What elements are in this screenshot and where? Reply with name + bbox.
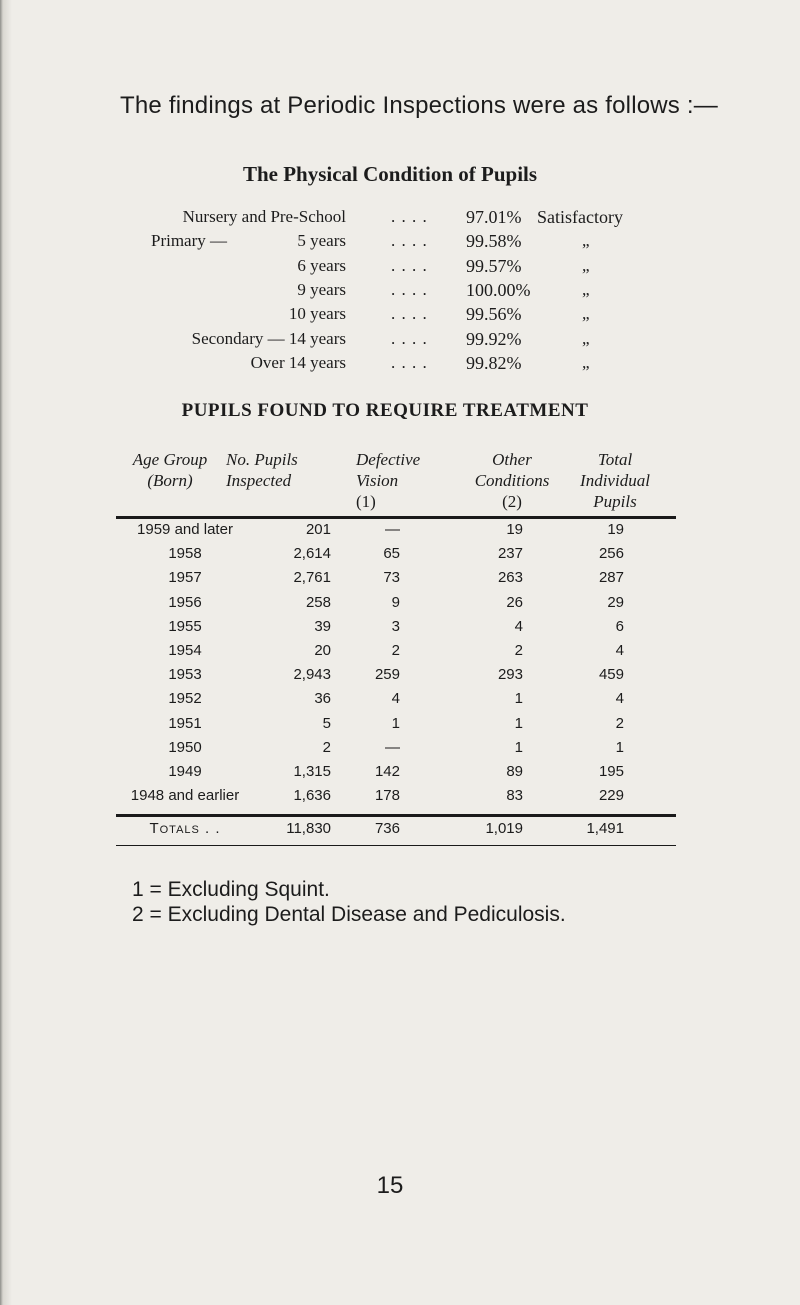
header-other-line1: Other <box>492 450 532 469</box>
header-inspected <box>226 449 354 491</box>
header-inspected-line2: Inspected <box>226 471 292 490</box>
row-total: 4 <box>615 690 624 708</box>
row-inspected: 39 <box>314 617 331 635</box>
row-age-group: 1951 <box>168 714 202 732</box>
dot-leader: . . . . <box>391 207 428 226</box>
intro-text: The findings at Periodic Inspections were as follows :— <box>120 92 718 119</box>
row-other-conditions: 1 <box>514 738 523 756</box>
table-row <box>0 763 800 787</box>
header-other-conditions <box>462 449 562 512</box>
ditto-mark: „ <box>582 328 590 348</box>
table-row <box>0 690 800 714</box>
row-other-conditions: 237 <box>497 545 523 563</box>
condition-label: 10 years <box>288 304 346 324</box>
condition-percent: 99.58% <box>466 231 522 252</box>
row-defective-vision: 1 <box>391 714 400 732</box>
table-top-rule <box>116 516 676 519</box>
ditto-mark: „ <box>582 255 590 275</box>
condition-category: Primary — <box>151 231 228 251</box>
table-row <box>0 594 800 618</box>
row-other-conditions: 26 <box>506 593 523 611</box>
row-total: 2 <box>615 714 624 732</box>
row-total: 19 <box>607 521 624 538</box>
row-other-conditions: 1 <box>514 690 523 708</box>
row-inspected: 36 <box>314 690 331 708</box>
table-row <box>0 545 800 569</box>
row-age-group: 1955 <box>168 617 202 635</box>
row-inspected: 20 <box>314 642 331 659</box>
dot-leader: . . . . <box>391 304 428 324</box>
header-total-line2: Individual <box>580 471 650 490</box>
table-row <box>0 521 800 545</box>
row-total: 256 <box>598 545 624 563</box>
table-row <box>0 715 800 739</box>
ditto-mark: „ <box>582 279 590 299</box>
table-row <box>0 739 800 763</box>
condition-percent: 99.57% <box>466 255 522 276</box>
condition-row <box>0 280 800 304</box>
condition-label: Secondary — 14 years <box>191 328 346 348</box>
row-age-group: 1957 <box>168 569 202 587</box>
row-other-conditions: 1 <box>514 714 523 732</box>
totals-inspected: 11,830 <box>286 820 331 837</box>
condition-percent: 99.56% <box>466 304 522 325</box>
row-defective-vision: 4 <box>391 690 400 708</box>
condition-row <box>0 353 800 377</box>
condition-label: Over 14 years <box>250 352 346 372</box>
treatment-title: PUPILS FOUND TO REQUIRE TREATMENT <box>181 400 589 421</box>
ditto-mark: „ <box>582 231 590 251</box>
condition-label: Nursery and Pre-School <box>182 207 346 226</box>
dot-leader: . . . . <box>391 255 428 275</box>
dot-leader: . . . . <box>391 279 428 299</box>
condition-percent: 99.82% <box>466 352 522 373</box>
row-age-group: 1956 <box>168 593 202 611</box>
ditto-mark: „ <box>582 352 590 372</box>
header-total-individual <box>560 449 670 512</box>
row-defective-vision: 9 <box>391 593 400 611</box>
row-inspected: 2,943 <box>293 666 331 684</box>
row-defective-vision: 65 <box>383 545 400 563</box>
header-defective-line1: Defective <box>356 450 421 469</box>
header-other-line2: Conditions <box>474 471 550 490</box>
row-age-group: 1952 <box>168 690 202 708</box>
row-other-conditions: 4 <box>514 617 523 635</box>
table-row <box>0 618 800 642</box>
table-totals-rule <box>116 814 676 817</box>
header-other-footnote: (2) <box>502 492 522 511</box>
condition-row <box>0 256 800 280</box>
dot-leader: . . . . <box>391 231 428 251</box>
row-inspected: 5 <box>322 714 331 732</box>
row-defective-vision: — <box>385 521 400 538</box>
table-row <box>0 666 800 690</box>
header-defective-line2: Vision <box>356 471 399 490</box>
row-total: 459 <box>598 666 624 684</box>
row-total: 287 <box>598 569 624 587</box>
row-other-conditions: 2 <box>514 642 523 659</box>
row-defective-vision: 3 <box>391 617 400 635</box>
row-age-group: 1950 <box>168 738 202 756</box>
row-age-group: 1954 <box>168 642 202 659</box>
totals-defective: 736 <box>374 820 400 837</box>
condition-row <box>0 329 800 353</box>
row-age-group: 1958 <box>168 545 202 563</box>
row-defective-vision: — <box>385 738 400 756</box>
condition-label: 6 years <box>297 255 346 275</box>
row-inspected: 2,614 <box>293 545 331 563</box>
header-age-line1: Age Group <box>132 450 208 469</box>
table-row <box>0 642 800 666</box>
header-total-line3: Pupils <box>593 492 637 511</box>
row-other-conditions: 293 <box>497 666 523 684</box>
row-inspected: 1,636 <box>293 787 331 805</box>
condition-label: 5 years <box>297 231 346 251</box>
row-total: 4 <box>615 642 624 659</box>
table-row <box>0 787 800 811</box>
header-defective-vision <box>356 449 466 512</box>
row-inspected: 2 <box>322 738 331 756</box>
condition-percent: 99.92% <box>466 328 522 349</box>
row-age-group: 1959 and later <box>137 521 233 538</box>
row-defective-vision: 259 <box>374 666 400 684</box>
footnote-2: 2 = Excluding Dental Disease and Pediculosis. <box>132 903 566 926</box>
header-age-line2: (Born) <box>147 471 193 490</box>
condition-row <box>0 231 800 255</box>
row-total: 29 <box>607 593 624 611</box>
row-other-conditions: 83 <box>506 787 523 805</box>
table-row <box>0 569 800 593</box>
header-defective-footnote: (1) <box>356 492 376 511</box>
row-defective-vision: 178 <box>374 787 400 805</box>
row-other-conditions: 89 <box>506 763 523 780</box>
header-inspected-line1: No. Pupils <box>226 450 298 469</box>
row-other-conditions: 263 <box>497 569 523 587</box>
footnote-1: 1 = Excluding Squint. <box>132 878 330 901</box>
row-inspected: 201 <box>305 521 331 538</box>
condition-label: 9 years <box>297 279 346 299</box>
header-total-line1: Total <box>597 450 633 469</box>
row-inspected: 258 <box>305 593 331 611</box>
row-other-conditions: 19 <box>506 521 523 538</box>
ditto-mark: „ <box>582 304 590 324</box>
condition-percent: 100.00% <box>466 279 531 300</box>
totals-label: Totals . . <box>149 820 221 837</box>
dot-leader: . . . . <box>391 352 428 372</box>
totals-row <box>0 820 800 844</box>
page-number: 15 <box>376 1172 404 1199</box>
dot-leader: . . . . <box>391 328 428 348</box>
row-defective-vision: 142 <box>374 763 400 780</box>
row-total: 195 <box>598 763 624 780</box>
row-inspected: 1,315 <box>293 763 331 780</box>
condition-percent: 97.01% <box>466 207 522 227</box>
row-age-group: 1948 and earlier <box>130 787 240 805</box>
row-total: 229 <box>598 787 624 805</box>
condition-row <box>0 207 800 231</box>
condition-status: Satisfactory <box>537 207 623 227</box>
row-age-group: 1949 <box>168 763 202 780</box>
row-defective-vision: 2 <box>391 642 400 659</box>
totals-other: 1,019 <box>485 820 523 837</box>
row-total: 1 <box>615 738 624 756</box>
row-total: 6 <box>615 617 624 635</box>
totals-total: 1,491 <box>586 820 624 837</box>
physical-condition-title: The Physical Condition of Pupils <box>242 162 538 186</box>
table-bottom-rule <box>116 845 676 846</box>
row-inspected: 2,761 <box>293 569 331 587</box>
row-defective-vision: 73 <box>383 569 400 587</box>
condition-row <box>0 304 800 328</box>
row-age-group: 1953 <box>168 666 202 684</box>
header-age-group <box>120 449 220 491</box>
